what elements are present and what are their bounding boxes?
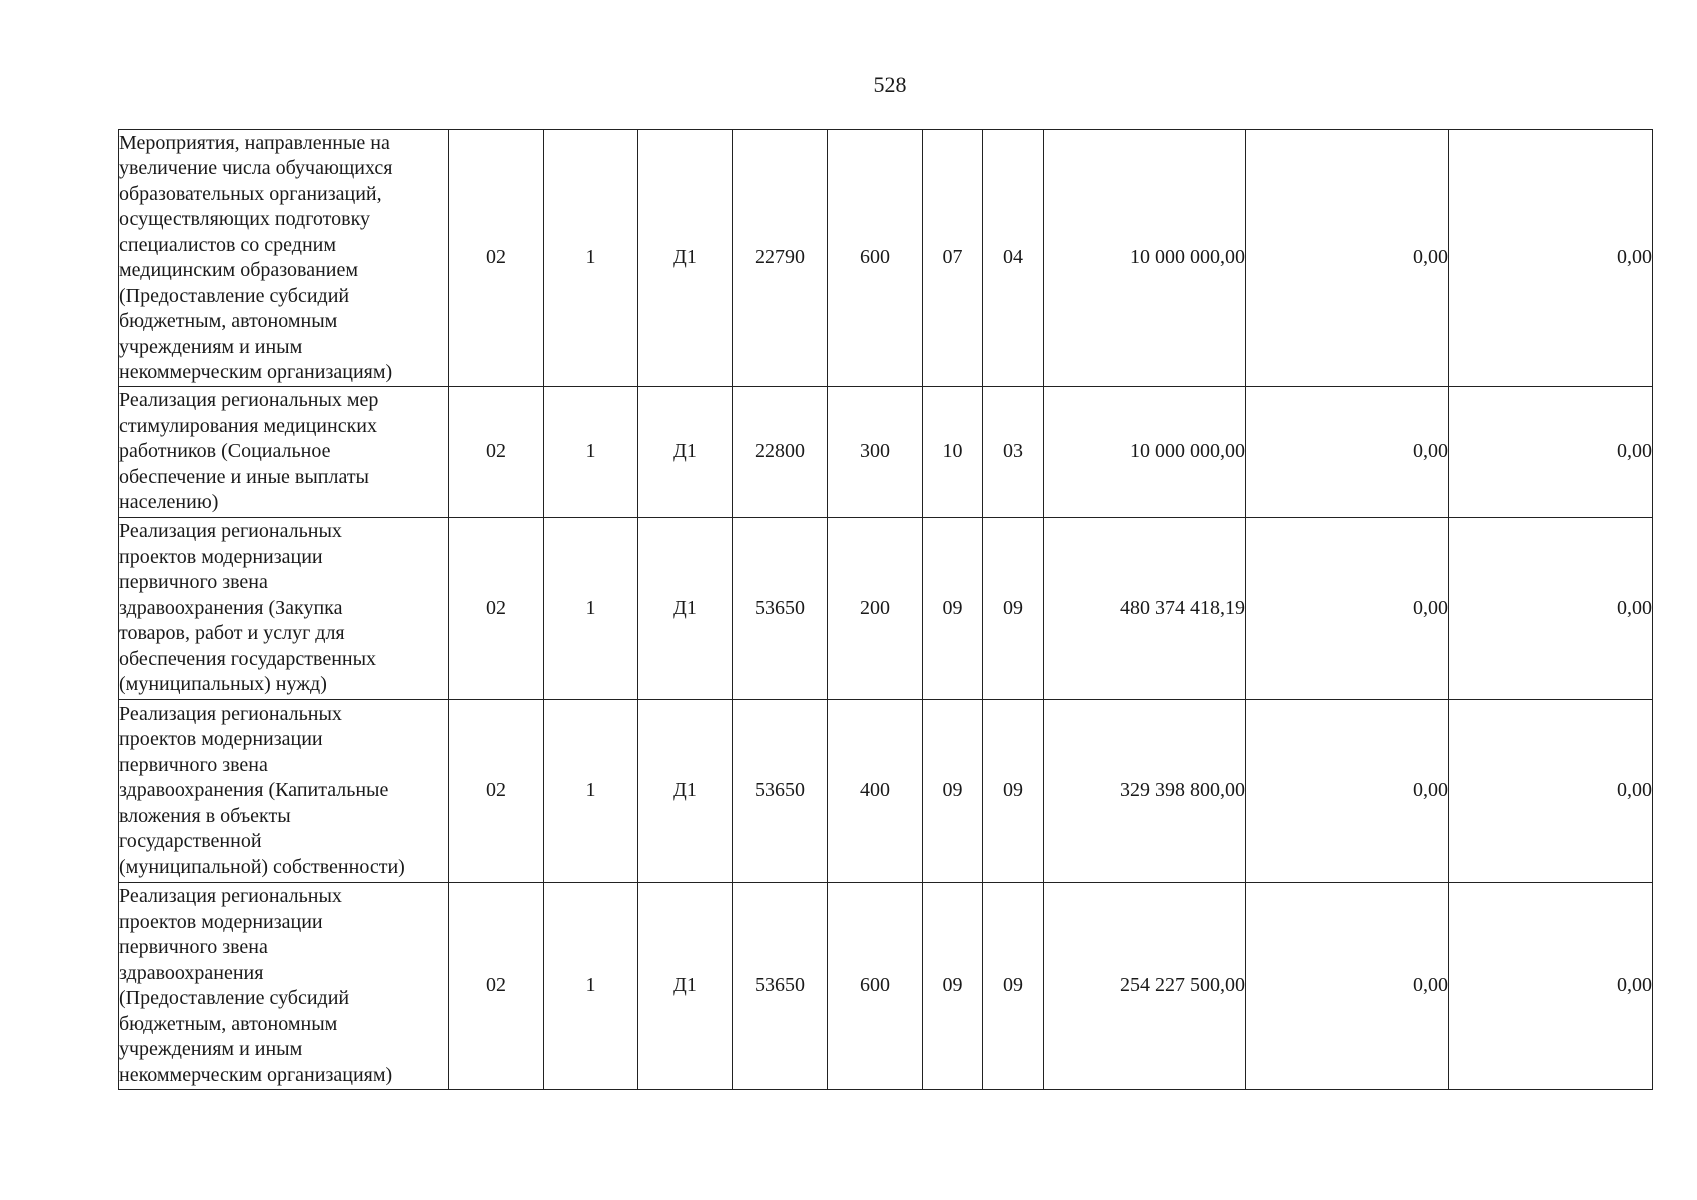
program-code: 02 — [449, 700, 544, 883]
event-code: Д1 — [638, 700, 733, 883]
subprogram-code: 1 — [544, 883, 638, 1090]
amount-year-2: 0,00 — [1246, 700, 1449, 883]
table-row — [119, 700, 1653, 883]
direction-code: 53650 — [733, 700, 828, 883]
direction-code: 53650 — [733, 883, 828, 1090]
subsection-code: 09 — [983, 700, 1044, 883]
event-code: Д1 — [638, 130, 733, 387]
direction-code: 22800 — [733, 387, 828, 518]
program-code: 02 — [449, 387, 544, 518]
amount-year-2: 0,00 — [1246, 883, 1449, 1090]
amount-year-1: 10 000 000,00 — [1044, 130, 1246, 387]
amount-year-2: 0,00 — [1246, 130, 1449, 387]
amount-year-2: 0,00 — [1246, 518, 1449, 700]
program-code: 02 — [449, 518, 544, 700]
event-code: Д1 — [638, 387, 733, 518]
subsection-code: 09 — [983, 518, 1044, 700]
subprogram-code: 1 — [544, 387, 638, 518]
expense-type-code: 400 — [828, 700, 923, 883]
amount-year-3: 0,00 — [1449, 518, 1653, 700]
table-row — [119, 387, 1653, 518]
section-code: 09 — [923, 700, 983, 883]
program-code: 02 — [449, 130, 544, 387]
expense-type-code: 300 — [828, 387, 923, 518]
table-row — [119, 130, 1653, 387]
amount-year-1: 480 374 418,19 — [1044, 518, 1246, 700]
subprogram-code: 1 — [544, 700, 638, 883]
amount-year-3: 0,00 — [1449, 700, 1653, 883]
row-description: Реализация региональных проектов модернизации первичного звена здравоохранения (Капитальные вложения в объекты государственной (муниципальной) собственности) — [119, 700, 449, 883]
amount-year-3: 0,00 — [1449, 130, 1653, 387]
amount-year-3: 0,00 — [1449, 883, 1653, 1090]
subsection-code: 03 — [983, 387, 1044, 518]
budget-table — [118, 129, 1653, 1090]
direction-code: 22790 — [733, 130, 828, 387]
section-code: 09 — [923, 883, 983, 1090]
section-code: 07 — [923, 130, 983, 387]
section-code: 10 — [923, 387, 983, 518]
amount-year-2: 0,00 — [1246, 387, 1449, 518]
section-code: 09 — [923, 518, 983, 700]
program-code: 02 — [449, 883, 544, 1090]
expense-type-code: 200 — [828, 518, 923, 700]
direction-code: 53650 — [733, 518, 828, 700]
amount-year-1: 10 000 000,00 — [1044, 387, 1246, 518]
table-row — [119, 883, 1653, 1090]
row-description: Реализация региональных мер стимулирования медицинских работников (Социальное обеспечение и иные выплаты населению) — [119, 387, 449, 518]
amount-year-3: 0,00 — [1449, 387, 1653, 518]
row-description: Реализация региональных проектов модернизации первичного звена здравоохранения (Закупка товаров, работ и услуг для обеспечения государственных (муниципальных) нужд) — [119, 518, 449, 700]
expense-type-code: 600 — [828, 130, 923, 387]
subprogram-code: 1 — [544, 130, 638, 387]
subsection-code: 09 — [983, 883, 1044, 1090]
row-description: Реализация региональных проектов модернизации первичного звена здравоохранения (Предоставление субсидий бюджетным, автономным учреждениям и иным некоммерческим организациям) — [119, 883, 449, 1090]
event-code: Д1 — [638, 883, 733, 1090]
expense-type-code: 600 — [828, 883, 923, 1090]
subsection-code: 04 — [983, 130, 1044, 387]
subprogram-code: 1 — [544, 518, 638, 700]
table-row — [119, 518, 1653, 700]
page-number: 528 — [873, 72, 907, 97]
amount-year-1: 329 398 800,00 — [1044, 700, 1246, 883]
row-description: Мероприятия, направленные на увеличение числа обучающихся образовательных организаций, осуществляющих подготовку специалистов со средним медицинским образованием (Предоставление субсидий бюджетным, автономным учреждениям и иным некоммерческим организациям) — [119, 130, 449, 387]
event-code: Д1 — [638, 518, 733, 700]
amount-year-1: 254 227 500,00 — [1044, 883, 1246, 1090]
